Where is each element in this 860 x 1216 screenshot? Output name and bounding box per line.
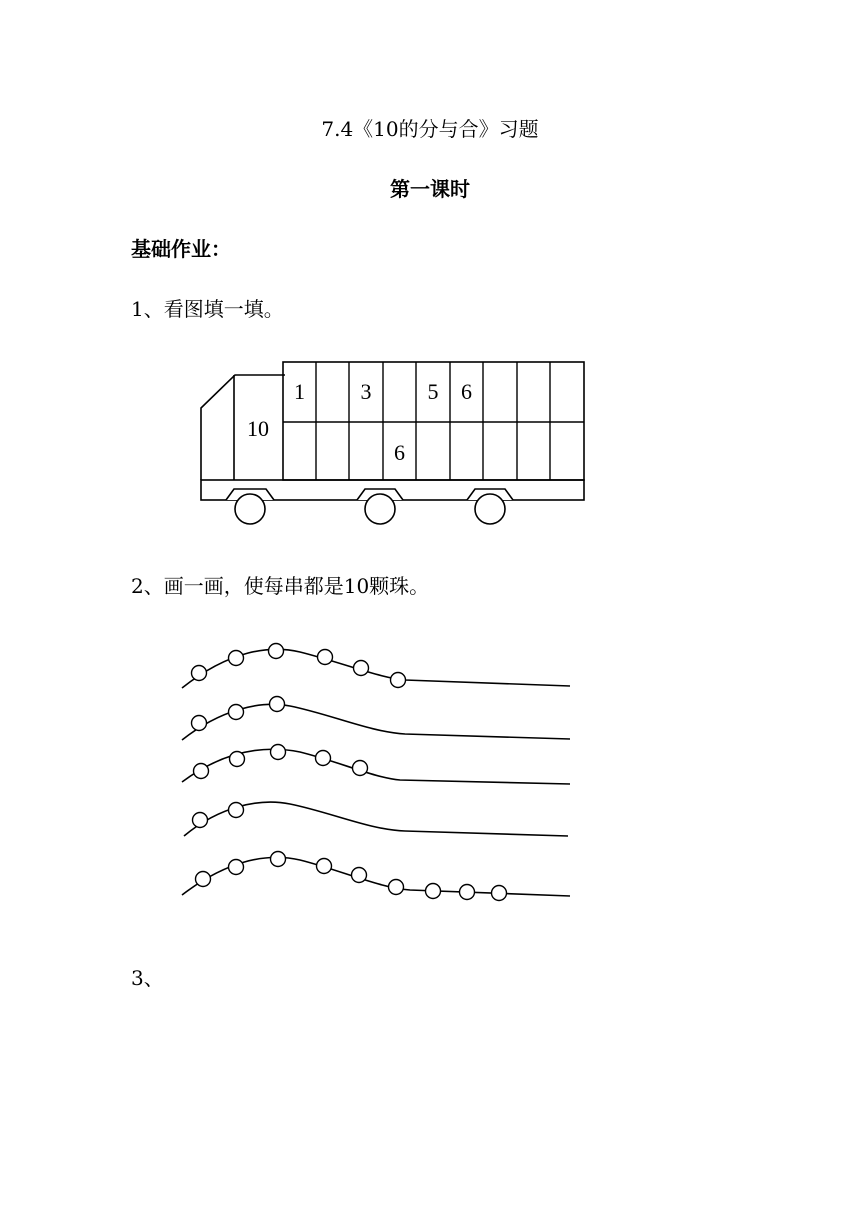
bead [229,651,244,666]
bead [192,666,207,681]
page-title: 7.4《10的分与合》习题 [321,117,539,141]
bead [352,868,367,883]
bead [389,880,404,895]
bead [271,745,286,760]
cargo-top-cell: 3 [360,379,372,404]
bead [230,752,245,767]
lesson-subtitle: 第一课时 [390,177,470,201]
bead [391,673,406,688]
bead [229,705,244,720]
cab-number: 10 [247,416,269,441]
bead [492,886,507,901]
question-2-text: 2、画一画，使每串都是10颗珠。 [131,574,430,598]
bead [316,751,331,766]
cargo-top-cell: 6 [461,379,472,404]
bead [270,697,285,712]
bead [196,872,211,887]
bead [271,852,286,867]
section-label: 基础作业： [131,237,231,261]
bead [194,764,209,779]
question-3-text: 3、 [131,966,164,990]
bead [269,644,284,659]
bead [353,761,368,776]
cargo-top-cell: 5 [427,379,439,404]
cargo-bottom-cell: 6 [394,440,405,465]
bead [426,884,441,899]
question-1-text: 1、看图填一填。 [131,297,284,321]
bead [193,813,208,828]
bead [354,661,369,676]
bead [192,716,207,731]
bead [317,859,332,874]
bead [229,803,244,818]
bead [460,885,475,900]
bead [229,860,244,875]
cargo-top-cell: 1 [294,379,305,404]
bead [318,650,333,665]
